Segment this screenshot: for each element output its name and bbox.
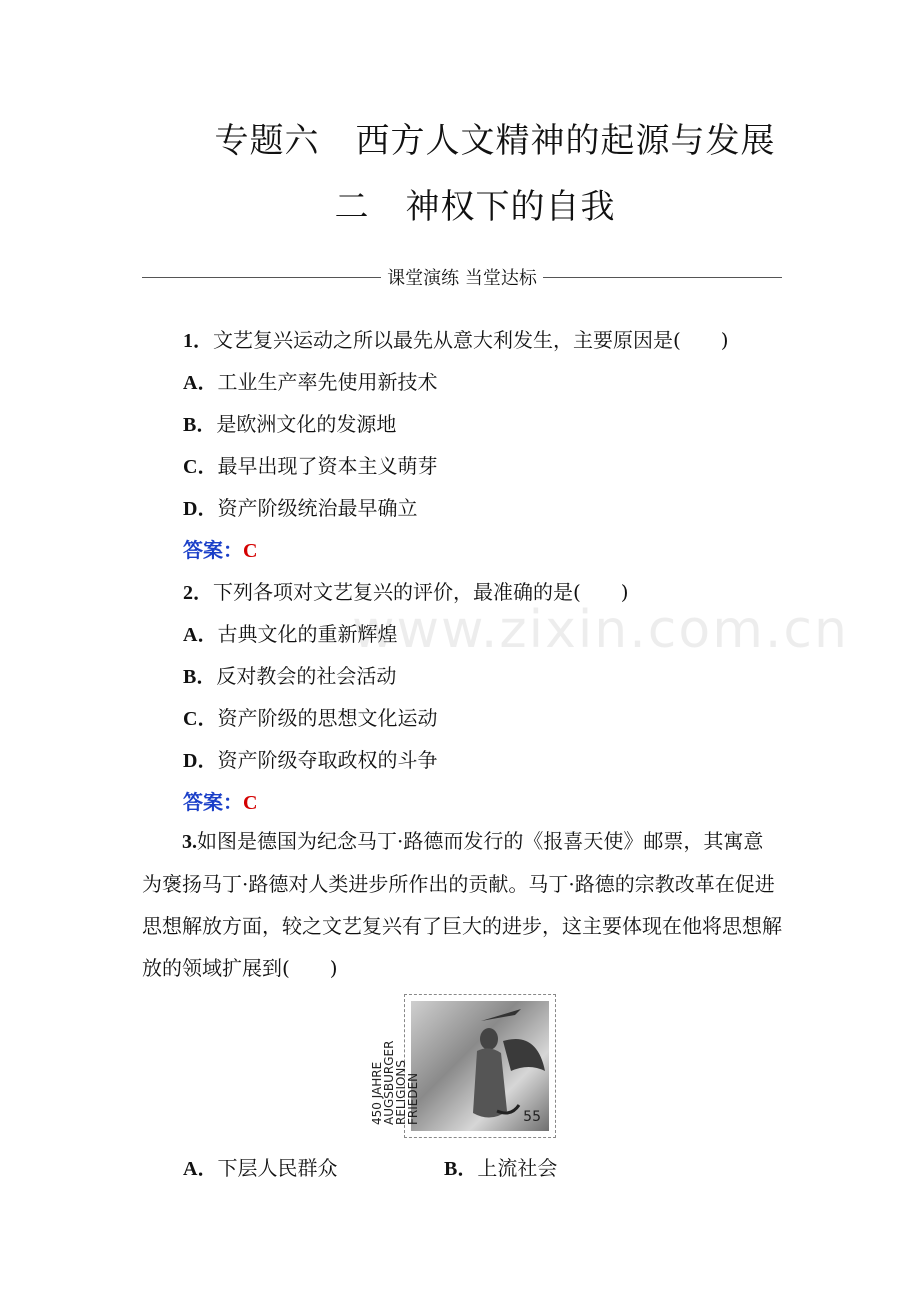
stamp-value: 55 bbox=[523, 1109, 541, 1125]
q2-option-c-text: 资产阶级的思想文化运动 bbox=[217, 706, 438, 730]
q2-answer bbox=[183, 786, 257, 815]
q1-option-a-text: 工业生产率先使用新技术 bbox=[217, 370, 438, 394]
question-1 bbox=[183, 324, 729, 353]
q3-option-a-text: 下层人民群众 bbox=[217, 1156, 338, 1180]
q3-option-b-text: 上流社会 bbox=[477, 1156, 558, 1180]
q2-option-a-text: 古典文化的重新辉煌 bbox=[217, 622, 398, 646]
subtitle-main: 神权下的自我 bbox=[405, 187, 616, 227]
question-2 bbox=[183, 576, 629, 605]
q2-option-a bbox=[183, 618, 397, 647]
stamp-text: 450 JAHRE AUGSBURGER RELIGIONS FRIEDEN bbox=[370, 1040, 420, 1125]
q1-option-c bbox=[183, 450, 437, 479]
q3-paragraph bbox=[142, 820, 782, 989]
q2-option-d bbox=[183, 744, 437, 773]
q2-stem: 下列各项对文艺复兴的评价，最准确的是( ) bbox=[213, 580, 629, 604]
q1-option-d-key: D． bbox=[183, 498, 218, 520]
q1-answer bbox=[183, 534, 257, 563]
q1-option-d bbox=[183, 492, 417, 521]
q2-option-b bbox=[183, 660, 396, 689]
banner-text: 课堂演练 当堂达标 bbox=[387, 268, 537, 289]
q3-option-a bbox=[183, 1152, 337, 1181]
banner-line-left bbox=[142, 277, 381, 278]
q2-number: 2． bbox=[183, 582, 213, 604]
title-topic: 专题六 bbox=[214, 121, 320, 161]
q2-option-b-text: 反对教会的社会活动 bbox=[216, 664, 397, 688]
title-main: 西方人文精神的起源与发展 bbox=[355, 121, 776, 161]
q1-option-c-text: 最早出现了资本主义萌芽 bbox=[217, 454, 438, 478]
q2-option-d-key: D． bbox=[183, 750, 218, 772]
q1-option-a bbox=[183, 366, 437, 395]
q1-option-b bbox=[183, 408, 396, 437]
q1-stem: 文艺复兴运动之所以最先从意大利发生，主要原因是( ) bbox=[213, 328, 729, 352]
stamp-picture bbox=[370, 1001, 549, 1131]
q1-option-a-key: A． bbox=[183, 372, 218, 394]
stamp-image bbox=[370, 994, 556, 1138]
q2-answer-value: C bbox=[243, 792, 258, 814]
banner-line-right bbox=[543, 277, 782, 278]
page-subtitle bbox=[0, 179, 920, 228]
question-3 bbox=[142, 820, 782, 989]
q3-option-a-key: A． bbox=[183, 1158, 218, 1180]
q3-option-b-key: B． bbox=[444, 1158, 478, 1180]
page-title bbox=[0, 113, 920, 162]
q3-stem: 如图是德国为纪念马丁·路德而发行的《报喜天使》邮票，其寓意为褒扬马丁·路德对人类进步所作出的贡献。马丁·路德的宗教改革在促进思想解放方面，较之文艺复兴有了巨大的进步，这主要体现在他将思想解放的领域扩展到( ) bbox=[142, 829, 782, 980]
q2-option-a-key: A． bbox=[183, 624, 218, 646]
q2-option-b-key: B． bbox=[183, 666, 217, 688]
q1-option-b-text: 是欧洲文化的发源地 bbox=[216, 412, 397, 436]
q2-answer-label: 答案： bbox=[183, 790, 243, 814]
watermark: www.zixin.com.cn bbox=[352, 600, 849, 660]
q1-option-b-key: B． bbox=[183, 414, 217, 436]
q1-option-c-key: C． bbox=[183, 456, 218, 478]
q2-option-c bbox=[183, 702, 437, 731]
section-banner bbox=[142, 266, 782, 288]
subtitle-num: 二 bbox=[334, 187, 370, 227]
q1-number: 1． bbox=[183, 330, 213, 352]
q1-answer-label: 答案： bbox=[183, 538, 243, 562]
q3-option-b bbox=[444, 1152, 557, 1181]
q3-number: 3. bbox=[182, 831, 197, 853]
q1-option-d-text: 资产阶级统治最早确立 bbox=[217, 496, 418, 520]
q2-option-d-text: 资产阶级夺取政权的斗争 bbox=[217, 748, 438, 772]
q2-option-c-key: C． bbox=[183, 708, 218, 730]
q1-answer-value: C bbox=[243, 540, 258, 562]
